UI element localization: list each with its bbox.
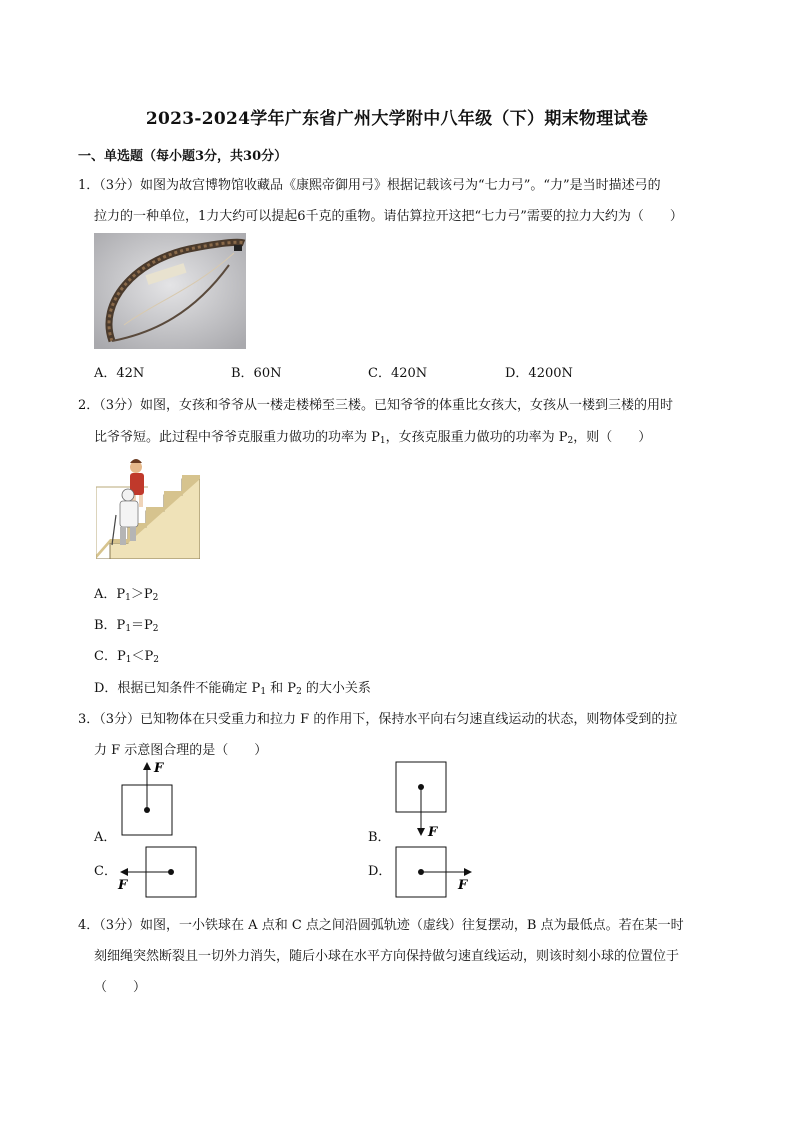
force-label-b: F — [428, 825, 438, 840]
q1-option-d[interactable]: D．4200N — [505, 366, 573, 381]
force-label-a: F — [154, 761, 164, 776]
q1-option-b[interactable]: B．60N — [231, 366, 282, 381]
q1-option-a[interactable]: A．42N — [94, 366, 145, 381]
force-label-d: F — [458, 878, 468, 893]
q4-line3: （ ） — [94, 980, 147, 995]
q4-line2: 刻细绳突然断裂且一切外力消失，随后小球在水平方向保持做匀速直线运动，则该时刻小球的位置位于 — [94, 949, 680, 964]
stairs-illustration — [96, 455, 200, 559]
bow-photo — [94, 233, 246, 349]
q2-option-d[interactable]: D．根据已知条件不能确定 $P_1$ 和 $P_2$ 的大小关系 — [94, 681, 371, 697]
q2-line2: 比爷爷短。此过程中爷爷克服重力做功的功率为 $P_1$，女孩克服重力做功的功率为 $P_2$，则（ ） — [94, 430, 652, 446]
q4-line1: 4．（3分）如图，一小铁球在 A 点和 C 点之间沿圆弧轨迹（虚线）往复摆动，B 点为最低点。若在某一时 — [78, 918, 684, 933]
q2-option-a[interactable]: A．$P_1>P_2$ — [94, 587, 159, 603]
q1-line1: 1．（3分）如图为故宫博物馆收藏品《康熙帝御用弓》根据记载该弓为“七力弓”。“力”是当时描述弓的 — [78, 178, 661, 193]
q3-diagram-d — [388, 843, 480, 901]
q1-option-c[interactable]: C．420N — [368, 366, 428, 381]
q3-diagram-c — [112, 843, 204, 901]
force-label-c: F — [118, 878, 128, 893]
section-heading: 一、单选题（每小题3分，共30分） — [78, 149, 288, 164]
q1-line2: 拉力的一种单位，1力大约可以提起6千克的重物。请估算拉开这把“七力弓”需要的拉力大约为（ ） — [94, 209, 683, 224]
exam-title: 2023-2024学年广东省广州大学附中八年级（下）期末物理试卷 — [145, 109, 649, 129]
q3-option-c-label[interactable]: C． — [94, 864, 117, 879]
q2-line1: 2．（3分）如图，女孩和爷爷从一楼走楼梯至三楼。已知爷爷的体重比女孩大，女孩从一楼到三楼的用时 — [78, 398, 674, 413]
q3-option-d-label[interactable]: D． — [368, 864, 392, 879]
q3-line1: 3．（3分）已知物体在只受重力和拉力 F 的作用下，保持水平向右匀速直线运动的状态，则物体受到的拉 — [78, 712, 678, 727]
q2-option-c[interactable]: C．$P_1<P_2$ — [94, 649, 159, 665]
q3-option-a-label[interactable]: A． — [94, 830, 117, 845]
q2-option-b[interactable]: B．$P_1=P_2$ — [94, 618, 159, 634]
q3-option-b-label[interactable]: B． — [368, 830, 391, 845]
q3-line2: 力 F 示意图合理的是（ ） — [94, 743, 268, 758]
q3-diagram-a — [114, 758, 184, 840]
q3-diagram-b — [388, 758, 458, 840]
